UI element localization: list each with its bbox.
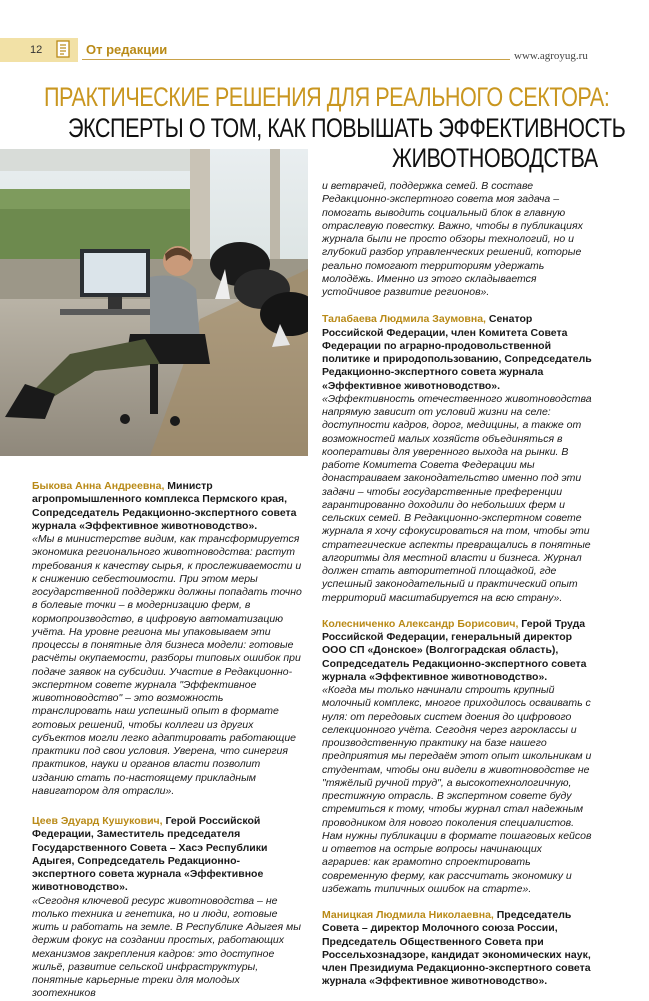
expert-heading bbox=[322, 909, 592, 989]
expert-name: Быкова Анна Андреевна, bbox=[32, 480, 165, 492]
expert-heading bbox=[322, 313, 592, 393]
section-title: От редакции bbox=[86, 42, 168, 57]
expert-heading bbox=[32, 815, 302, 895]
quote-continuation: и ветврачей, поддержка семей. В составе Редакционно-экспертного совета моя задача – помогать выводить социальный блок в главную отраслевую повестку. Важно, чтобы в публикациях журнала были не просто обзоры технологий, но и глубокий разбор управленческих решений, которые реально помогают территориям удержать молодёжь. Именно из этого складывается устойчивое развитие регионов». bbox=[322, 180, 583, 298]
expert-quote: «Когда мы только начинали строить крупный молочный комплекс, многое приходилось осваивать с нуля: от передовых систем доения до цифрового селекционного учёта. Сегодня через агроклассы и производственную практику на базе нашего предприятия мы передаём этот опыт школьникам и студентам, чтобы они видели в животноводстве не "тяжёлый ручной труд", а высокотехнологичную, престижную отрасль. В экспертном совете буду стремиться к тому, чтобы журнал стал надежным проводником для нового поколения специалистов. Нам нужны публикации в формате пошаговых кейсов и ответов на острые вопросы начинающих аграриев: как грамотно спроектировать современную ферму, как рассчитать экономику и избежать типичных ошибок на старте». bbox=[322, 684, 592, 895]
expert-role: Сенатор Российской Федерации, член Комитета Совета Федерации по аграрно-продовольственной политике и природопользованию, Сопредседатель Редакционно-экспертного совета журнала «Эффективное животноводство». bbox=[322, 313, 592, 392]
left-column bbox=[32, 480, 302, 1001]
expert-name: Цеев Эдуард Кушукович, bbox=[32, 815, 163, 827]
expert-role: Герой Труда Российской Федерации, генеральный директор ООО СП «Донское» (Волгоградская область), Сопредседатель Редакционно-экспертного совета журнала «Эффективное животноводство». bbox=[322, 617, 587, 683]
article-photo bbox=[0, 149, 308, 456]
expert-role: Министр агропромышленного комплекса Пермского края, Сопредседатель Редакционно-экспертного совета журнала «Эффективное животноводство». bbox=[32, 480, 297, 532]
expert-name: Маницкая Людмила Николаевна, bbox=[322, 909, 494, 921]
right-column bbox=[322, 180, 592, 989]
site-url[interactable]: www.agroyug.ru bbox=[514, 50, 588, 62]
expert-heading bbox=[32, 480, 302, 533]
headline-line-1: ПРАКТИЧЕСКИЕ РЕШЕНИЯ ДЛЯ РЕАЛЬНОГО СЕКТОРА: bbox=[44, 82, 610, 112]
header-rule bbox=[82, 59, 510, 60]
expert-quote: «Сегодня ключевой ресурс животноводства – не только техника и генетика, но и люди, готовые жить и работать на земле. В Республике Адыгея мы держим фокус на создании простых, работающих механизмов закрепления кадров: это доступное жильё, развитие сельской инфраструктуры, понятные карьерные треки для молодых зоотехников bbox=[32, 894, 301, 1000]
expert-quote: «Мы в министерстве видим, как трансформируется экономика регионального животноводства: растут требования к качеству сырья, к прослеживаемости и к снижению себестоимости. При этом меры государственной поддержки должны попадать точно в болевые точки – в модернизацию ферм, в кормопроизводство, в цифровую автоматизацию учёта. На уровне региона мы упаковываем эти процессы в понятные для бизнеса модели: готовые расчёты окупаемости, разборы типовых ошибок при подаче заявок на субсидии. Участие в Редакционно-экспертном совете журнала "Эффективное животноводство" – это возможность транслировать наш успешный опыт в формате готовых решений, чтобы коллеги из других субъектов могли легко адаптировать работающие практики под свои условия. Уверена, что синергия практиков, науки и органов власти позволит изданию стать по-настоящему прикладным навигатором для отрасли». bbox=[32, 533, 302, 797]
page-header bbox=[0, 36, 649, 64]
expert-name: Колесниченко Александр Борисович, bbox=[322, 617, 519, 630]
expert-role: Герой Российской Федерации, Заместитель председателя Государственного Совета – Хасэ Республики Адыгея, Сопредседатель Редакционно-экспертного совета журнала «Эффективное животноводство». bbox=[32, 815, 268, 894]
expert-name: Талабаева Людмила Заумовна, bbox=[322, 313, 486, 326]
expert-heading bbox=[322, 618, 592, 684]
headline-line-2: ЭКСПЕРТЫ О ТОМ, КАК ПОВЫШАТЬ ЭФФЕКТИВНОСТЬ bbox=[68, 113, 626, 143]
magazine-icon bbox=[55, 40, 71, 58]
expert-role: Председатель Совета – директор Молочного союза России, Председатель Общественного Совета при Россельхознадзоре, кандидат экономических наук, член Президиума Редакционно-экспертного совета журнала «Эффективное животноводство». bbox=[322, 909, 591, 988]
headline-line-3: ЖИВОТНОВОДСТВА bbox=[392, 143, 598, 173]
expert-quote: «Эффективность отечественного животноводства напрямую зависит от условий жизни на селе: доступности кадров, дорог, медицины, а также от возможностей малых хозяйств объединяться в кооперативы для уверенного выхода на рынки. В работе Комитета Совета Федерации мы донастраиваем законодательство именно под эти задачи – чтобы государственные преференции гарантированно доходили до небольших ферм и сельских семей. В Редакционно-экспертном совете журнала я хочу сфокусироваться на том, чтобы эти стратегические аспекты превращались в понятные алгоритмы для местной власти и бизнеса. Журнал должен стать авторитетной площадкой, где успешный законодательный и практический опыт территорий масштабируется на всю страну». bbox=[322, 392, 592, 604]
page-number: 12 bbox=[30, 44, 43, 56]
